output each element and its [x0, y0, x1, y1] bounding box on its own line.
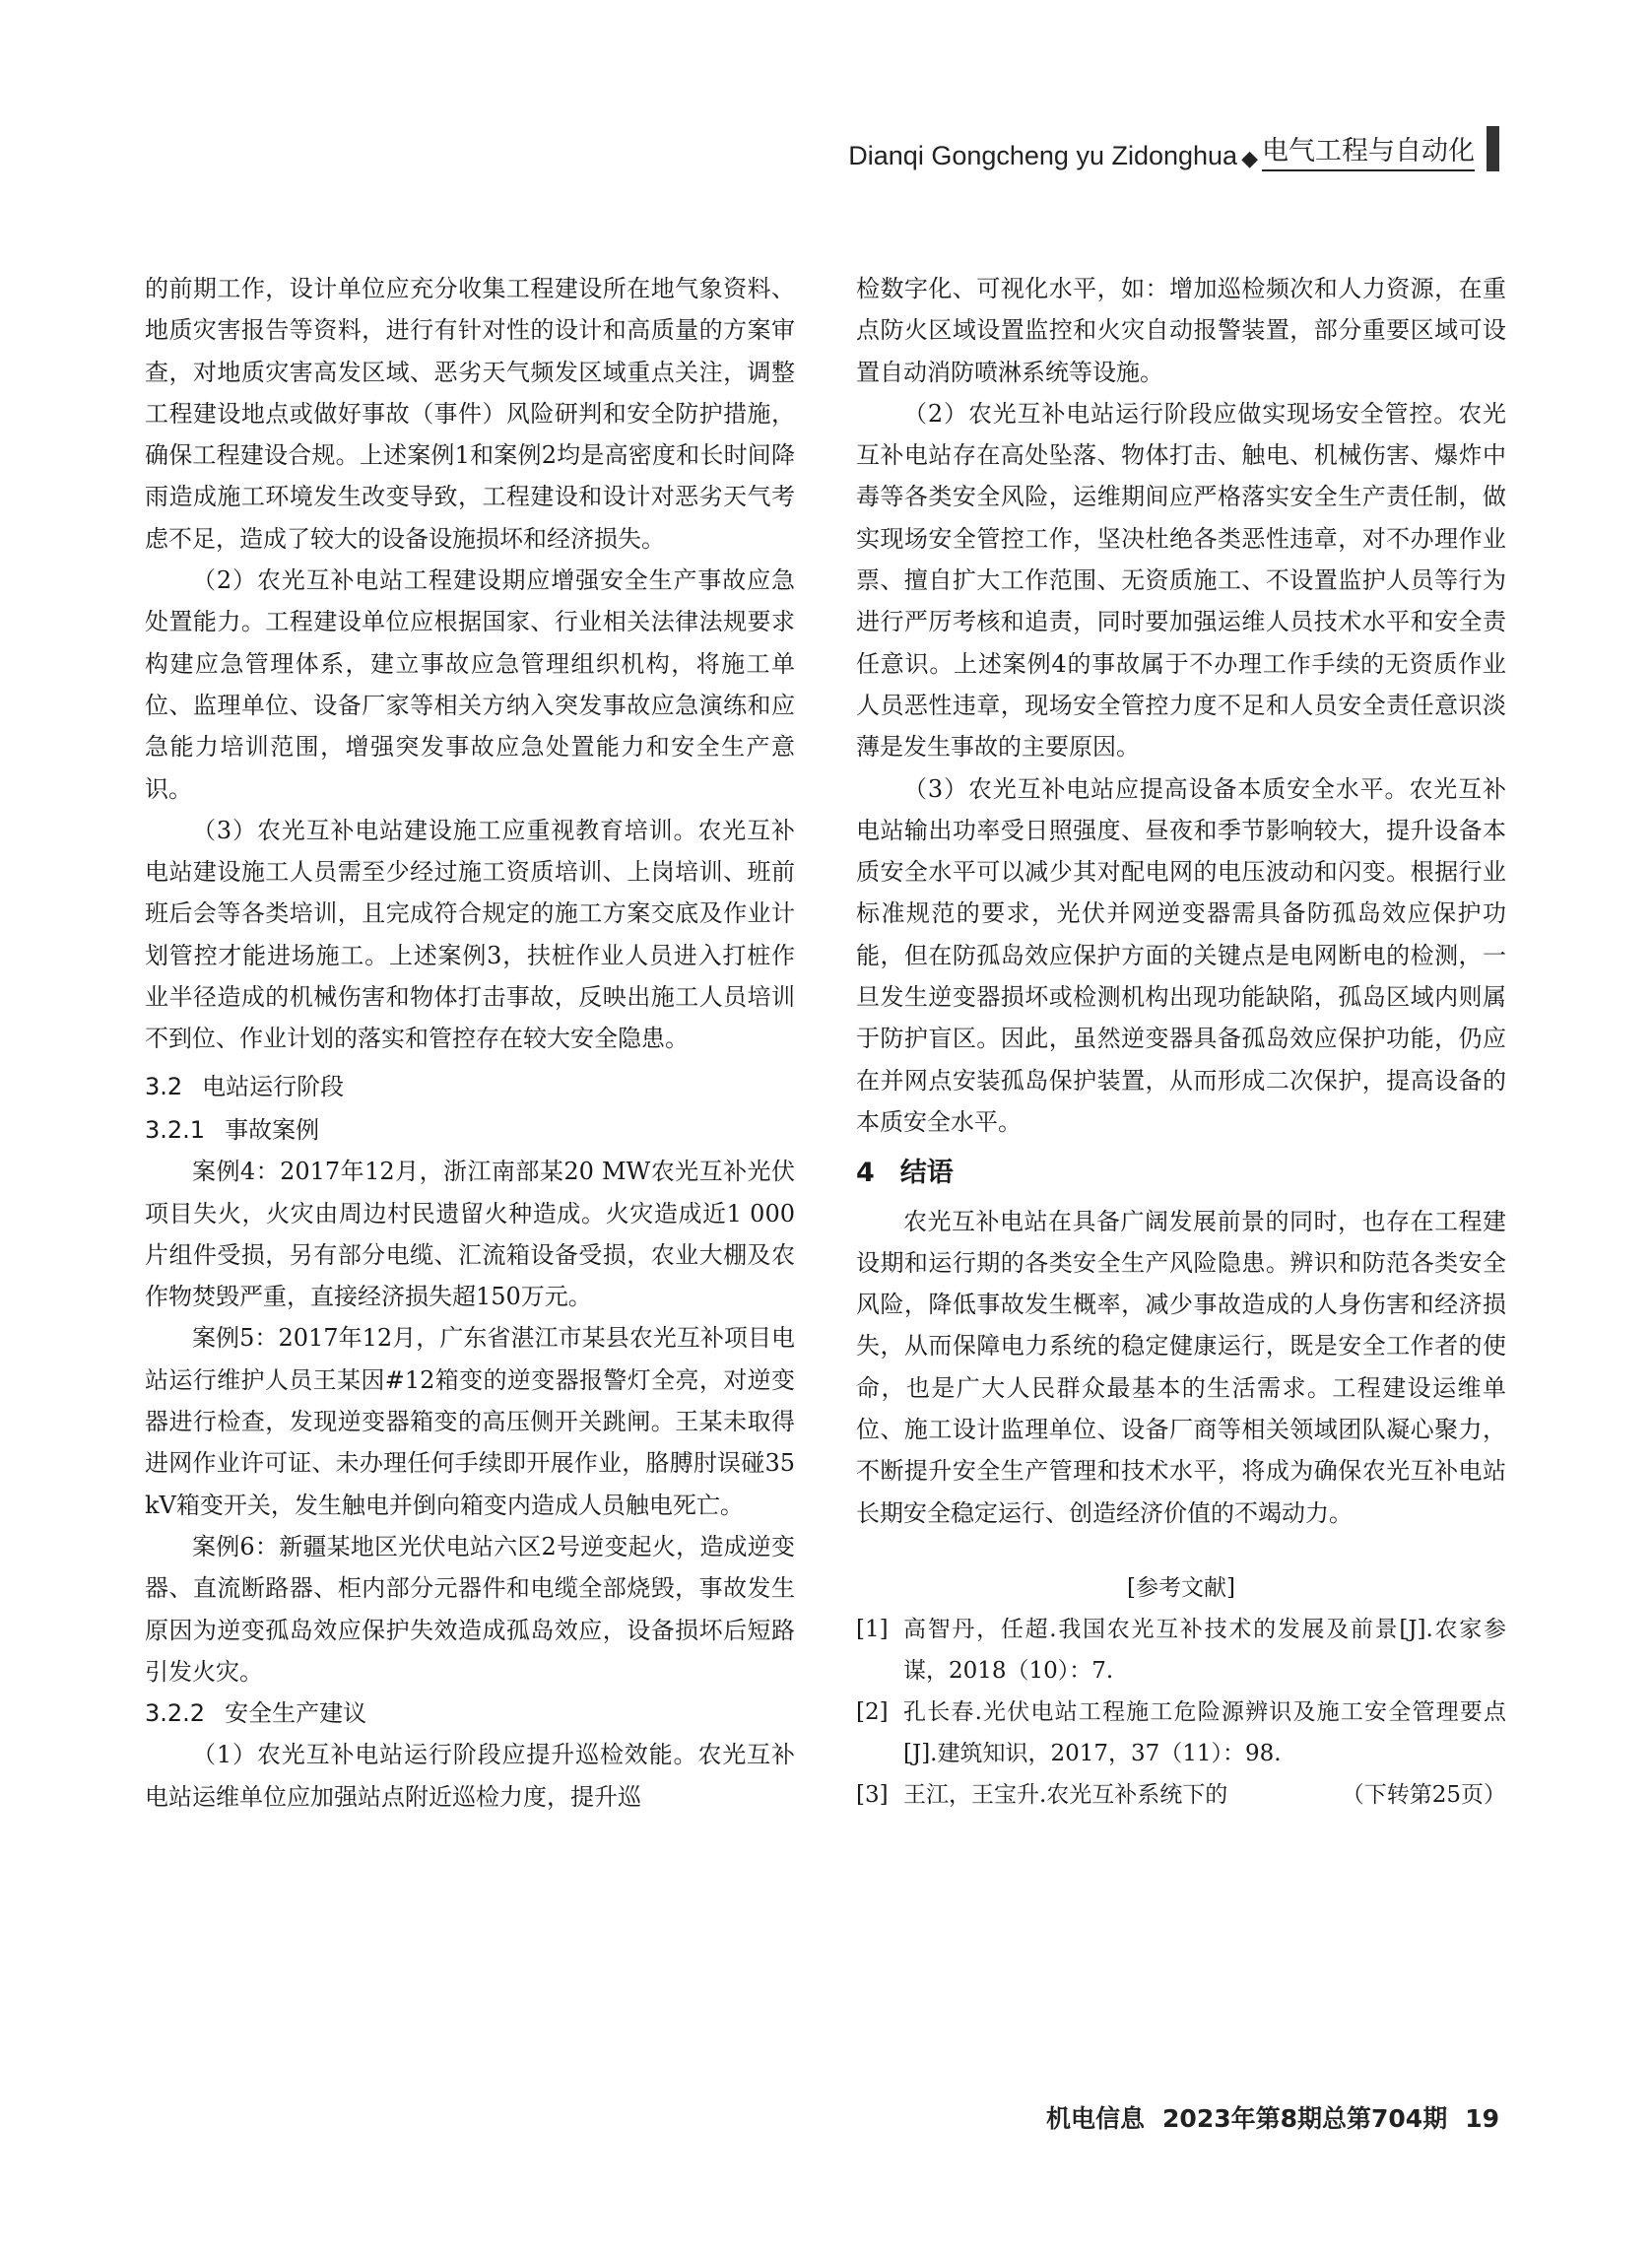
- reference-item: [2] 孔长春.光伏电站工程施工危险源辨识及施工安全管理要点[J].建筑知识，2017，37（11）：98.: [856, 1699, 1506, 1767]
- section-heading-3-2: 3.2 电站运行阶段: [145, 1072, 345, 1100]
- header-bar-decoration: [1487, 126, 1499, 171]
- references-title: [参考文献]: [1127, 1574, 1235, 1601]
- continued-note: （下转第25页）: [1341, 1782, 1506, 1809]
- page-number: 19: [1465, 2104, 1499, 2133]
- section-heading-4: 4 结语: [856, 1158, 954, 1189]
- issue-info: 2023年第8期总第704期: [1162, 2104, 1448, 2133]
- reference-item: [1] 高智丹，任超.我国农光互补技术的发展及前景[J].农家参谋，2018（10）：7.: [856, 1617, 1506, 1685]
- paragraph: 农光互补电站在具备广阔发展前景的同时，也存在工程建设期和运行期的各类安全生产风险隐患。辨识和防范各类安全风险，降低事故发生概率，减少事故造成的人身伤害和经济损失，从而保障电力系统的稳定健康运行，既是安全工作者的使命，也是广大人民群众最基本的生活需求。工程建设运维单位、施工设计监理单位、设备厂商等相关领域团队凝心聚力，不断提升安全生产管理和技术水平，将成为确保农光互补电站长期安全稳定运行、创造经济价值的不竭动力。: [856, 1207, 1506, 1527]
- subsection-heading-3-2-1: 3.2.1 事故案例: [145, 1115, 320, 1144]
- paragraph: （3）农光互补电站建设施工应重视教育培训。农光互补电站建设施工人员需至少经过施工资质培训、上岗培训、班前班后会等各类培训，且完成符合规定的施工方案交底及作业计划管控才能进场施工。上述案例3，扶桩作业人员进入打桩作业半径造成的机械伤害和物体打击事故，反映出施工人员培训不到位、作业计划的落实和管控存在较大安全隐患。: [145, 816, 795, 1053]
- paragraph: （2）农光互补电站运行阶段应做实现场安全管控。农光互补电站存在高处坠落、物体打击、触电、机械伤害、爆炸中毒等各类安全风险，运维期间应严格落实安全生产责任制，做实现场安全管控工作，坚决杜绝各类恶性违章，对不办理作业票、擅自扩大工作范围、无资质施工、不设置监护人员等行为进行严厉考核和追责，同时要加强运维人员技术水平和安全责任意识。上述案例4的事故属于不办理工作手续的无资质作业人员恶性违章，现场安全管控力度不足和人员安全责任意识淡薄是发生事故的主要原因。: [856, 399, 1506, 762]
- page-footer: [1028, 2099, 1499, 2135]
- journal-name: 机电信息: [1046, 2104, 1146, 2133]
- header-title: 电气工程与自动化: [1262, 129, 1475, 171]
- case-paragraph: 案例4：2017年12月，浙江南部某20 MW农光互补光伏项目失火，火灾由周边村民遗留火种造成。火灾造成近1 000片组件受损，另有部分电缆、汇流箱设备受损，农业大棚及农作物焚毁严重，直接经济损失超150万元。: [145, 1158, 795, 1311]
- left-column: [145, 268, 795, 1818]
- paragraph: 检数字化、可视化水平，如：增加巡检频次和人力资源，在重点防火区域设置监控和火灾自动报警装置，部分重要区域可设置自动消防喷淋系统等设施。: [856, 275, 1506, 386]
- right-column: [856, 268, 1506, 1816]
- paragraph: （2）农光互补电站工程建设期应增强安全生产事故应急处置能力。工程建设单位应根据国家、行业相关法律法规要求构建应急管理体系，建立事故应急管理组织机构，将施工单位、监理单位、设备厂家等相关方纳入突发事故应急演练和应急能力培训范围，增强突发事故应急处置能力和安全生产意识。: [145, 566, 795, 803]
- subsection-heading-3-2-2: 3.2.2 安全生产建议: [145, 1699, 367, 1728]
- paragraph: （3）农光互补电站应提高设备本质安全水平。农光互补电站输出功率受日照强度、昼夜和季节影响较大，提升设备本质安全水平可以减少其对配电网的电压波动和闪变。根据行业标准规范的要求，光伏并网逆变器需具备防孤岛效应保护功能，但在防孤岛效应保护方面的关键点是电网断电的检测，一旦发生逆变器损坏或检测机构出现功能缺陷，孤岛区域内则属于防护盲区。因此，虽然逆变器具备孤岛效应保护功能，仍应在并网点安装孤岛保护装置，从而形成二次保护，提高设备的本质安全水平。: [856, 774, 1506, 1136]
- diamond-icon: ◆: [1241, 146, 1258, 170]
- running-header: [848, 126, 1499, 171]
- paragraph: （1）农光互补电站运行阶段应提升巡检效能。农光互补电站运维单位应加强站点附近巡检力度，提升巡: [145, 1741, 795, 1811]
- case-paragraph: 案例6：新疆某地区光伏电站六区2号逆变起火，造成逆变器、直流断路器、柜内部分元器件和电缆全部烧毁，事故发生原因为逆变孤岛效应保护失效造成孤岛效应，设备损坏后短路引发火灾。: [145, 1532, 795, 1686]
- reference-item: [3] 王江，王宝升.农光互补系统下的 （下转第25页）: [856, 1774, 1506, 1816]
- case-paragraph: 案例5：2017年12月，广东省湛江市某县农光互补项目电站运行维护人员王某因#12箱变的逆变器报警灯全亮，对逆变器进行检查，发现逆变器箱变的高压侧开关跳闸。王某未取得进网作业许可证、未办理任何手续即开展作业，胳膊肘误碰35 kV箱变开关，发生触电并倒向箱变内造成人员触电死亡。: [145, 1324, 795, 1519]
- header-pinyin: Dianqi Gongcheng yu Zidonghua: [848, 141, 1238, 170]
- paragraph: 的前期工作，设计单位应充分收集工程建设所在地气象资料、地质灾害报告等资料，进行有针对性的设计和高质量的方案审查，对地质灾害高发区域、恶劣天气频发区域重点关注，调整工程建设地点或做好事故（事件）风险研判和安全防护措施，确保工程建设合规。上述案例1和案例2均是高密度和长时间降雨造成施工环境发生改变导致，工程建设和设计对恶劣天气考虑不足，造成了较大的设备设施损坏和经济损失。: [145, 275, 795, 553]
